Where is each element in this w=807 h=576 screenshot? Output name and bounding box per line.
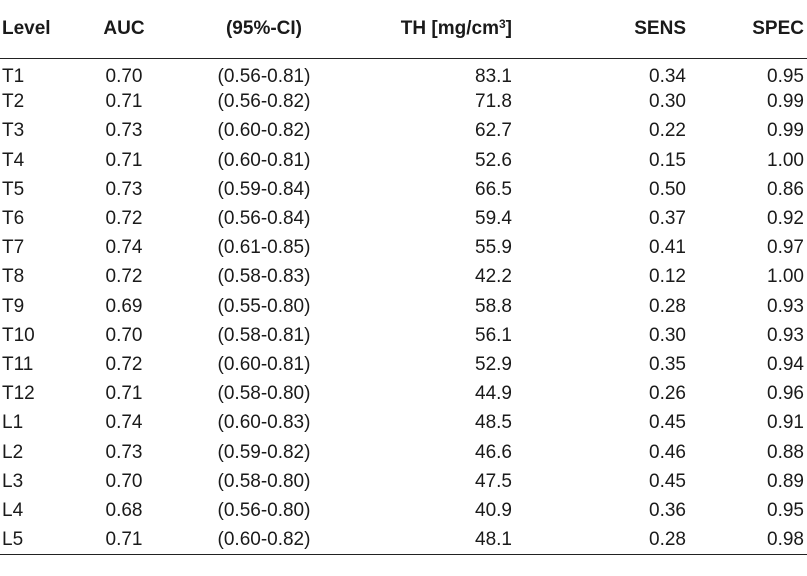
cell-sens: 0.50 [649,178,686,200]
cell-level: T10 [2,324,35,346]
cell-sens: 0.26 [649,383,686,405]
cell-th: 40.9 [475,499,512,521]
cell-spec: 0.95 [767,66,804,88]
table-row [0,87,807,116]
header-level: Level [0,0,74,58]
cell-th: 83.1 [475,66,512,88]
table-row [0,262,807,291]
cell-spec: 0.98 [716,525,807,554]
cell-th: 59.4 [475,208,512,230]
cell-ci: (0.58-0.81) [217,324,311,346]
cell-sens: 0.28 [649,295,686,317]
cell-th: 56.1 [475,324,512,346]
header-spec: SPEC [716,0,807,58]
cell-ci: (0.56-0.84) [217,208,311,230]
cell-ci: (0.59-0.82) [217,441,311,463]
cell-spec: 1.00 [767,266,804,288]
cell-th: 62.7 [475,120,512,142]
table-row [0,467,807,496]
cell-spec: 0.86 [767,178,804,200]
header-auc: AUC [74,0,174,58]
cell-ci: (0.59-0.84) [217,178,311,200]
cell-auc: 0.74 [105,237,143,259]
cell-sens: 0.41 [649,237,686,259]
cell-sens: 0.28 [536,525,716,554]
cell-sens: 0.22 [649,120,686,142]
cell-auc: 0.71 [105,149,143,171]
cell-spec: 0.92 [767,208,804,230]
cell-th: 66.5 [475,178,512,200]
cell-ci: (0.56-0.80) [217,499,311,521]
table-row [0,233,807,262]
cell-auc: 0.70 [105,324,143,346]
cell-ci: (0.55-0.80) [217,295,311,317]
cell-sens: 0.45 [649,470,686,492]
cell-level: T2 [2,91,25,113]
cell-spec: 1.00 [767,149,804,171]
header-th-prefix: TH [mg/cm [400,18,499,40]
cell-ci: (0.58-0.83) [217,266,311,288]
cell-auc: 0.74 [105,412,143,434]
cell-spec: 0.94 [767,353,804,375]
table-row [0,525,807,554]
table-row [0,379,807,408]
cell-th: 52.6 [475,149,512,171]
cell-sens: 0.45 [649,412,686,434]
table-row [0,350,807,379]
cell-th: 46.6 [475,441,512,463]
cell-spec: 0.99 [767,120,804,142]
cell-level: L1 [2,412,24,434]
cell-spec: 0.91 [767,412,804,434]
cell-auc: 0.73 [105,178,143,200]
cell-spec: 0.95 [767,499,804,521]
cell-th: 42.2 [475,266,512,288]
cell-auc: 0.72 [105,353,143,375]
cell-th: 71.8 [475,91,512,113]
cell-auc: 0.72 [105,266,143,288]
table-row [0,146,807,175]
cell-level: L3 [2,470,24,492]
header-ci: (95%-CI) [174,0,354,58]
table-row [0,321,807,350]
cell-auc: 0.71 [105,383,143,405]
cell-auc: 0.70 [105,470,143,492]
cell-sens: 0.46 [649,441,686,463]
cell-th: 48.1 [354,525,536,554]
cell-level: L2 [2,441,24,463]
cell-th: 48.5 [475,412,512,434]
table-body [0,58,807,554]
table-row [0,437,807,466]
table-row [0,292,807,321]
cell-ci: (0.58-0.80) [217,383,311,405]
cell-ci: (0.60-0.81) [217,353,311,375]
cell-level: T5 [2,178,25,200]
cell-level: T11 [2,353,34,375]
cell-auc: 0.70 [105,66,143,88]
cell-sens: 0.34 [649,66,686,88]
cell-spec: 0.89 [767,470,804,492]
header-th [354,0,536,58]
cell-level: T4 [2,149,25,171]
cell-auc: 0.72 [105,208,143,230]
cell-auc: 0.68 [105,499,143,521]
cell-level: L4 [2,499,24,521]
table-row [0,204,807,233]
cell-spec: 0.97 [767,237,804,259]
cell-level: T7 [2,237,25,259]
cell-ci: (0.60-0.83) [217,412,311,434]
cell-sens: 0.35 [649,353,686,375]
cell-sens: 0.30 [649,91,686,113]
cell-auc: 0.71 [74,525,174,554]
cell-auc: 0.71 [105,91,143,113]
cell-th: 47.5 [475,470,512,492]
cell-level: L5 [0,525,74,554]
cell-th: 52.9 [475,353,512,375]
cell-sens: 0.30 [649,324,686,346]
cell-spec: 0.93 [767,324,804,346]
cell-level: T8 [2,266,25,288]
cell-ci: (0.60-0.82) [217,120,311,142]
cell-level: T9 [2,295,25,317]
cell-sens: 0.12 [649,266,686,288]
table-row [0,116,807,145]
cell-level: T12 [2,383,35,405]
table-row [0,408,807,437]
header-row [0,0,807,58]
cell-ci: (0.60-0.81) [217,149,311,171]
header-sens: SENS [536,0,716,58]
cell-level: T3 [2,120,25,142]
cell-ci: (0.56-0.81) [217,66,311,88]
cell-auc: 0.73 [105,441,143,463]
table-row [0,175,807,204]
cell-auc: 0.69 [105,295,143,317]
cell-sens: 0.36 [649,499,686,521]
cell-th: 58.8 [475,295,512,317]
header-th-suffix: ] [505,18,512,40]
cell-sens: 0.15 [649,149,686,171]
table-row [0,496,807,525]
cell-spec: 0.93 [767,295,804,317]
header-th-superscript: 3 [498,17,506,32]
cell-level: T1 [2,66,25,88]
cell-ci: (0.61-0.85) [217,237,311,259]
cell-spec: 0.96 [767,383,804,405]
cell-spec: 0.88 [767,441,804,463]
cell-sens: 0.37 [649,208,686,230]
cell-auc: 0.73 [105,120,143,142]
cell-ci: (0.60-0.82) [174,525,354,554]
table-header [0,0,807,58]
table-row [0,58,807,87]
cell-th: 55.9 [475,237,512,259]
cell-level: T6 [2,208,25,230]
cell-ci: (0.58-0.80) [217,470,311,492]
cell-ci: (0.56-0.82) [217,91,311,113]
cell-spec: 0.99 [767,91,804,113]
cell-th: 44.9 [475,383,512,405]
